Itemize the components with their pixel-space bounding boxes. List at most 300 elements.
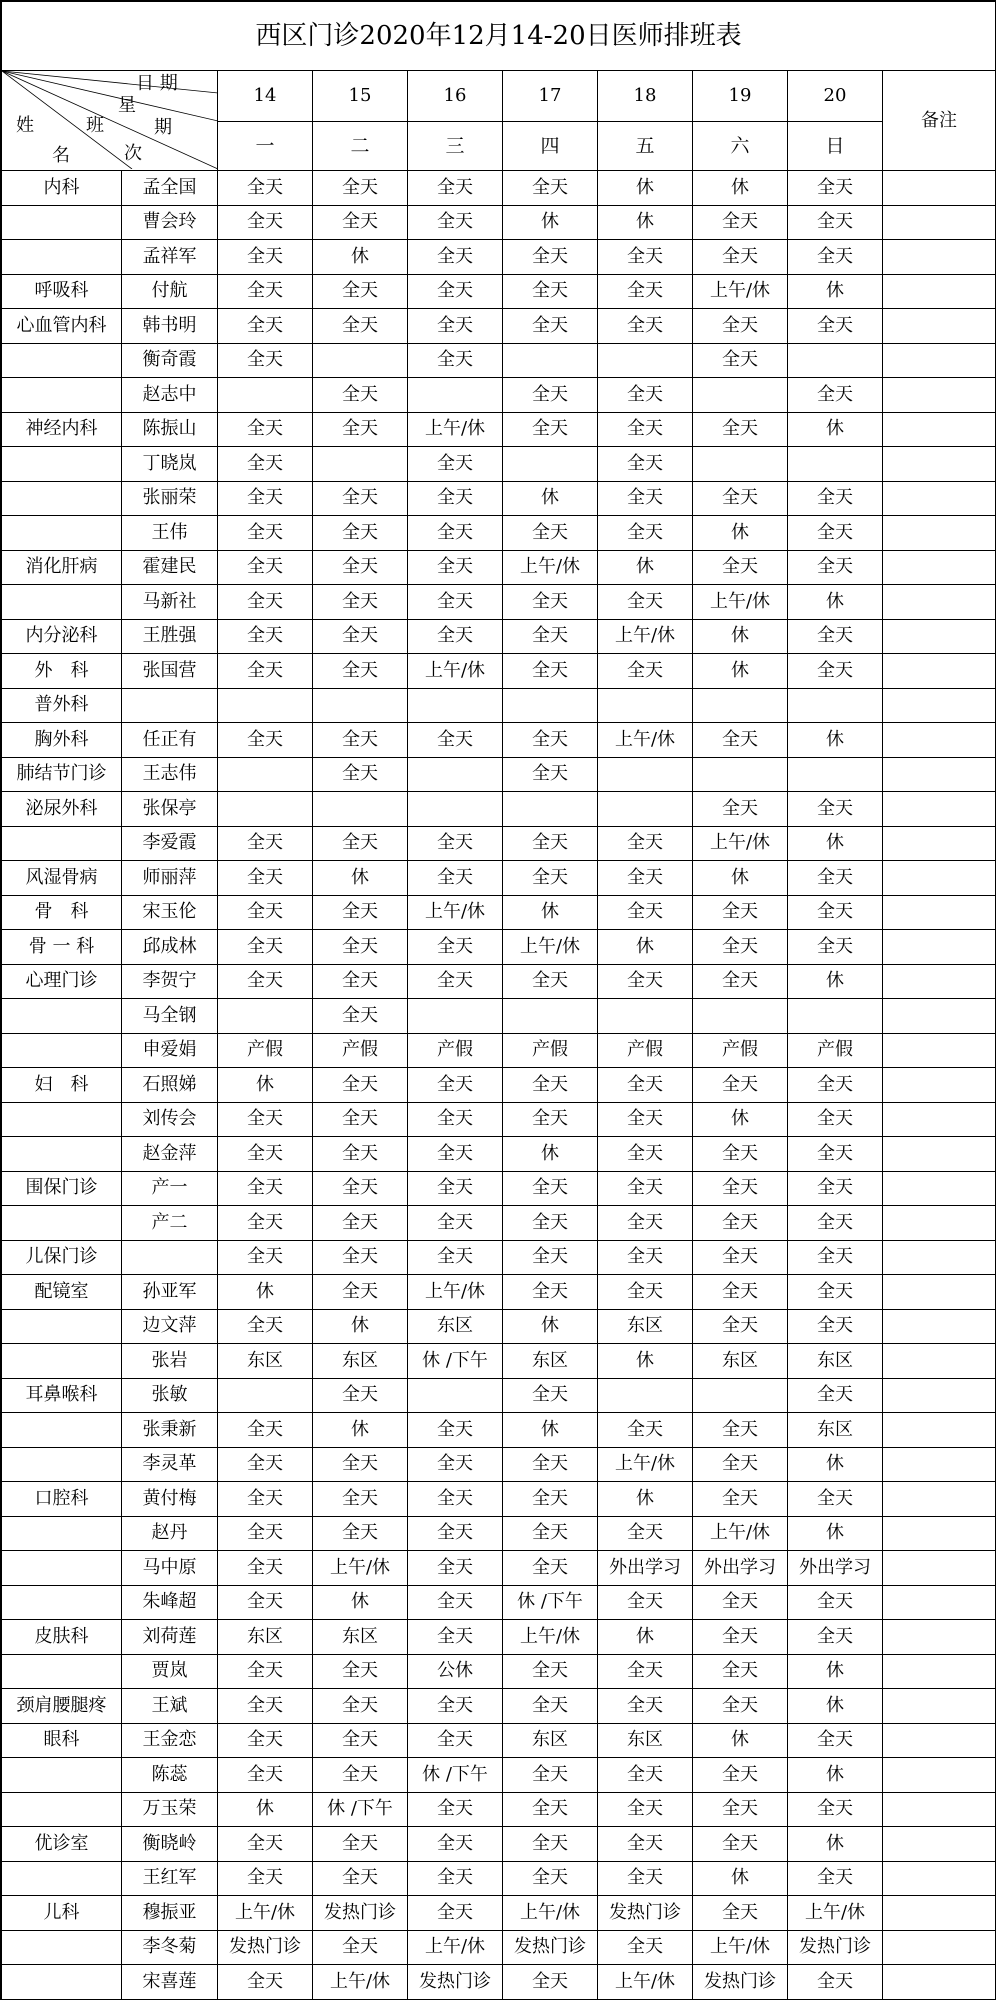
shift-cell: 全天	[408, 481, 503, 516]
shift-cell: 全天	[503, 1171, 598, 1206]
shift-cell: 全天	[503, 654, 598, 689]
table-row	[2, 240, 996, 275]
table-row	[2, 171, 996, 206]
doctor-name-cell	[122, 1240, 218, 1275]
shift-cell	[598, 1378, 693, 1413]
shift-cell: 全天	[598, 516, 693, 551]
shift-cell: 全天	[313, 1723, 408, 1758]
weekday-header: 日	[788, 122, 883, 171]
shift-cell: 休	[313, 1309, 408, 1344]
shift-cell: 东区	[218, 1620, 313, 1655]
remark-cell	[883, 1861, 996, 1896]
table-row	[2, 1102, 996, 1137]
shift-cell: 外出学习	[788, 1551, 883, 1586]
shift-cell: 全天	[598, 1240, 693, 1275]
table-row	[2, 343, 996, 378]
shift-cell: 全天	[598, 1861, 693, 1896]
table-row	[2, 1068, 996, 1103]
shift-cell	[218, 688, 313, 723]
corner-name-label-a: 姓	[16, 115, 34, 136]
shift-cell: 全天	[218, 1102, 313, 1137]
shift-cell: 全天	[503, 171, 598, 206]
shift-cell: 全天	[598, 378, 693, 413]
department-cell	[2, 1654, 122, 1689]
shift-cell: 全天	[218, 1689, 313, 1724]
shift-cell: 全天	[503, 1482, 598, 1517]
shift-cell: 全天	[788, 1240, 883, 1275]
shift-cell: 全天	[313, 1171, 408, 1206]
table-row	[2, 1827, 996, 1862]
shift-cell: 上午/休	[598, 619, 693, 654]
remark-cell	[883, 240, 996, 275]
department-cell: 外 科	[2, 654, 122, 689]
shift-cell: 全天	[503, 1551, 598, 1586]
shift-cell: 休	[598, 930, 693, 965]
shift-cell: 全天	[408, 1482, 503, 1517]
table-row	[2, 412, 996, 447]
schedule-table	[1, 1, 996, 2000]
department-cell: 内分泌科	[2, 619, 122, 654]
shift-cell: 全天	[408, 240, 503, 275]
remark-cell	[883, 1344, 996, 1379]
shift-cell: 休	[503, 895, 598, 930]
shift-cell: 全天	[218, 964, 313, 999]
shift-cell: 全天	[218, 1827, 313, 1862]
shift-cell: 全天	[218, 309, 313, 344]
remark-cell	[883, 723, 996, 758]
shift-cell: 休	[503, 205, 598, 240]
table-row	[2, 1275, 996, 1310]
doctor-name-cell: 李灵革	[122, 1447, 218, 1482]
shift-cell: 全天	[693, 1896, 788, 1931]
table-row	[2, 1516, 996, 1551]
shift-cell: 休	[218, 1068, 313, 1103]
shift-cell: 全天	[408, 585, 503, 620]
doctor-name-cell: 丁晓岚	[122, 447, 218, 482]
remark-cell	[883, 1137, 996, 1172]
table-row	[2, 1344, 996, 1379]
shift-cell: 全天	[503, 240, 598, 275]
shift-cell: 全天	[693, 895, 788, 930]
shift-cell: 全天	[693, 1206, 788, 1241]
shift-cell: 全天	[218, 1758, 313, 1793]
schedule-rows	[2, 171, 996, 2000]
table-row	[2, 1033, 996, 1068]
table-row	[2, 1965, 996, 2000]
shift-cell: 全天	[218, 1516, 313, 1551]
shift-cell: 全天	[693, 930, 788, 965]
shift-cell: 上午/休	[693, 274, 788, 309]
shift-cell	[788, 757, 883, 792]
shift-cell: 东区	[693, 1344, 788, 1379]
department-cell	[2, 378, 122, 413]
table-row	[2, 654, 996, 689]
shift-cell: 全天	[408, 826, 503, 861]
shift-cell: 休	[693, 171, 788, 206]
shift-cell: 全天	[693, 1413, 788, 1448]
remark-cell	[883, 171, 996, 206]
table-row	[2, 1378, 996, 1413]
shift-cell: 全天	[313, 171, 408, 206]
department-cell	[2, 1102, 122, 1137]
shift-cell: 全天	[408, 1689, 503, 1724]
shift-cell: 全天	[408, 1516, 503, 1551]
doctor-name-cell: 刘荷莲	[122, 1620, 218, 1655]
shift-cell: 休	[693, 516, 788, 551]
shift-cell: 全天	[598, 585, 693, 620]
remark-header: 备注	[883, 71, 996, 171]
shift-cell: 全天	[788, 895, 883, 930]
shift-cell: 上午/休	[693, 826, 788, 861]
department-cell: 普外科	[2, 688, 122, 723]
shift-cell	[313, 688, 408, 723]
doctor-name-cell: 张丽荣	[122, 481, 218, 516]
table-row	[2, 1206, 996, 1241]
shift-cell: 全天	[313, 550, 408, 585]
shift-cell: 全天	[693, 412, 788, 447]
shift-cell: 全天	[313, 378, 408, 413]
shift-cell: 全天	[598, 1413, 693, 1448]
shift-cell: 上午/休	[408, 654, 503, 689]
shift-cell: 休	[218, 1275, 313, 1310]
shift-cell: 休	[598, 1620, 693, 1655]
shift-cell: 全天	[693, 1137, 788, 1172]
shift-cell: 产假	[313, 1033, 408, 1068]
shift-cell: 全天	[598, 274, 693, 309]
shift-cell: 全天	[408, 1137, 503, 1172]
table-row	[2, 1758, 996, 1793]
remark-cell	[883, 585, 996, 620]
shift-cell: 全天	[408, 1102, 503, 1137]
shift-cell: 休	[788, 585, 883, 620]
shift-cell: 全天	[788, 550, 883, 585]
shift-cell: 全天	[313, 895, 408, 930]
remark-cell	[883, 1309, 996, 1344]
shift-cell: 公休	[408, 1654, 503, 1689]
doctor-name-cell: 申爱娟	[122, 1033, 218, 1068]
shift-cell: 全天	[218, 654, 313, 689]
table-row	[2, 447, 996, 482]
shift-cell: 休	[788, 1654, 883, 1689]
remark-cell	[883, 688, 996, 723]
department-cell: 内科	[2, 171, 122, 206]
shift-cell: 东区	[313, 1620, 408, 1655]
table-row	[2, 1413, 996, 1448]
department-cell	[2, 516, 122, 551]
shift-cell: 全天	[313, 1861, 408, 1896]
table-row	[2, 619, 996, 654]
shift-cell: 全天	[503, 1861, 598, 1896]
shift-cell: 全天	[503, 1240, 598, 1275]
shift-cell: 全天	[313, 930, 408, 965]
shift-cell	[503, 447, 598, 482]
doctor-name-cell: 王胜强	[122, 619, 218, 654]
shift-cell: 全天	[408, 861, 503, 896]
shift-cell: 休	[598, 1344, 693, 1379]
remark-cell	[883, 895, 996, 930]
shift-cell: 全天	[788, 619, 883, 654]
shift-cell: 全天	[693, 723, 788, 758]
table-row	[2, 688, 996, 723]
shift-cell: 全天	[313, 1137, 408, 1172]
shift-cell: 全天	[693, 205, 788, 240]
doctor-name-cell: 霍建民	[122, 550, 218, 585]
shift-cell: 全天	[218, 205, 313, 240]
table-row	[2, 999, 996, 1034]
shift-cell: 全天	[788, 1585, 883, 1620]
shift-cell: 全天	[218, 585, 313, 620]
shift-cell: 上午/休	[503, 1896, 598, 1931]
shift-cell: 全天	[313, 964, 408, 999]
shift-cell: 全天	[313, 826, 408, 861]
shift-cell: 休 /下午	[408, 1758, 503, 1793]
remark-cell	[883, 274, 996, 309]
shift-cell	[218, 757, 313, 792]
shift-cell: 上午/休	[788, 1896, 883, 1931]
shift-cell: 全天	[693, 1171, 788, 1206]
shift-cell: 全天	[503, 1068, 598, 1103]
shift-cell: 全天	[218, 1585, 313, 1620]
shift-cell	[408, 378, 503, 413]
shift-cell: 休	[313, 861, 408, 896]
department-cell: 儿保门诊	[2, 1240, 122, 1275]
shift-cell: 全天	[788, 240, 883, 275]
shift-cell: 全天	[503, 826, 598, 861]
corner-shift-label-b: 次	[124, 143, 142, 164]
corner-period-label: 期	[154, 117, 172, 138]
shift-cell	[408, 999, 503, 1034]
department-cell	[2, 481, 122, 516]
department-cell	[2, 1792, 122, 1827]
shift-cell	[408, 792, 503, 827]
shift-cell: 全天	[313, 1378, 408, 1413]
shift-cell: 上午/休	[313, 1965, 408, 2000]
shift-cell	[788, 999, 883, 1034]
doctor-name-cell: 孟祥军	[122, 240, 218, 275]
doctor-name-cell: 王志伟	[122, 757, 218, 792]
weekday-header: 三	[408, 122, 503, 171]
doctor-name-cell: 马全钢	[122, 999, 218, 1034]
shift-cell	[693, 1378, 788, 1413]
date-header: 16	[408, 71, 503, 122]
shift-cell	[408, 1378, 503, 1413]
remark-cell	[883, 1275, 996, 1310]
doctor-name-cell: 衡奇霞	[122, 343, 218, 378]
shift-cell: 全天	[503, 1792, 598, 1827]
table-row	[2, 1689, 996, 1724]
remark-cell	[883, 1585, 996, 1620]
table-row	[2, 861, 996, 896]
table-row	[2, 1482, 996, 1517]
shift-cell	[598, 343, 693, 378]
table-row	[2, 1654, 996, 1689]
department-cell	[2, 447, 122, 482]
remark-cell	[883, 481, 996, 516]
shift-cell	[503, 792, 598, 827]
remark-cell	[883, 1551, 996, 1586]
shift-cell: 全天	[313, 274, 408, 309]
shift-cell: 全天	[693, 1275, 788, 1310]
shift-cell: 休	[693, 654, 788, 689]
corner-name-label-b: 名	[52, 145, 70, 166]
shift-cell: 发热门诊	[218, 1930, 313, 1965]
remark-cell	[883, 861, 996, 896]
shift-cell: 休 /下午	[408, 1344, 503, 1379]
shift-cell: 东区	[313, 1344, 408, 1379]
shift-cell	[788, 447, 883, 482]
date-header: 18	[598, 71, 693, 122]
shift-cell	[693, 999, 788, 1034]
department-cell	[2, 1516, 122, 1551]
shift-cell: 全天	[503, 1206, 598, 1241]
shift-cell: 全天	[788, 205, 883, 240]
shift-cell: 上午/休	[503, 550, 598, 585]
date-header: 20	[788, 71, 883, 122]
shift-cell: 全天	[218, 1206, 313, 1241]
shift-cell: 休	[788, 1827, 883, 1862]
shift-cell: 全天	[408, 1447, 503, 1482]
shift-cell: 全天	[693, 1068, 788, 1103]
shift-cell: 全天	[313, 412, 408, 447]
shift-cell: 全天	[788, 1102, 883, 1137]
shift-cell: 全天	[313, 1275, 408, 1310]
shift-cell: 全天	[598, 481, 693, 516]
shift-cell: 全天	[788, 516, 883, 551]
remark-cell	[883, 343, 996, 378]
shift-cell	[313, 447, 408, 482]
shift-cell: 休	[788, 412, 883, 447]
doctor-name-cell: 韩书明	[122, 309, 218, 344]
shift-cell: 休	[788, 1516, 883, 1551]
weekday-header: 五	[598, 122, 693, 171]
table-row	[2, 1896, 996, 1931]
doctor-name-cell: 产二	[122, 1206, 218, 1241]
shift-cell: 休	[788, 723, 883, 758]
shift-cell: 发热门诊	[313, 1896, 408, 1931]
shift-cell: 上午/休	[503, 1620, 598, 1655]
department-cell: 眼科	[2, 1723, 122, 1758]
table-row	[2, 792, 996, 827]
remark-cell	[883, 757, 996, 792]
shift-cell: 全天	[218, 1171, 313, 1206]
remark-cell	[883, 1792, 996, 1827]
doctor-name-cell: 张国营	[122, 654, 218, 689]
remark-cell	[883, 930, 996, 965]
shift-cell: 上午/休	[408, 895, 503, 930]
shift-cell: 全天	[788, 1378, 883, 1413]
table-row	[2, 1792, 996, 1827]
doctor-name-cell: 万玉荣	[122, 1792, 218, 1827]
shift-cell: 全天	[313, 1654, 408, 1689]
shift-cell: 全天	[693, 550, 788, 585]
shift-cell: 全天	[503, 1102, 598, 1137]
shift-cell: 全天	[218, 171, 313, 206]
shift-cell: 全天	[218, 240, 313, 275]
shift-cell: 全天	[503, 619, 598, 654]
department-cell	[2, 1758, 122, 1793]
table-row	[2, 516, 996, 551]
doctor-name-cell: 边文萍	[122, 1309, 218, 1344]
department-cell: 皮肤科	[2, 1620, 122, 1655]
shift-cell	[218, 792, 313, 827]
shift-cell: 休	[598, 171, 693, 206]
remark-cell	[883, 205, 996, 240]
department-cell: 耳鼻喉科	[2, 1378, 122, 1413]
remark-cell	[883, 516, 996, 551]
department-cell: 围保门诊	[2, 1171, 122, 1206]
shift-cell: 产假	[693, 1033, 788, 1068]
shift-cell: 全天	[788, 1723, 883, 1758]
shift-cell: 发热门诊	[788, 1930, 883, 1965]
department-cell	[2, 1447, 122, 1482]
shift-cell: 全天	[598, 1171, 693, 1206]
shift-cell: 全天	[503, 1654, 598, 1689]
doctor-name-cell: 师丽萍	[122, 861, 218, 896]
shift-cell: 上午/休	[218, 1896, 313, 1931]
remark-cell	[883, 412, 996, 447]
shift-cell: 上午/休	[693, 1930, 788, 1965]
shift-cell: 休	[693, 619, 788, 654]
shift-cell: 全天	[408, 723, 503, 758]
shift-cell: 休	[503, 481, 598, 516]
shift-cell: 上午/休	[408, 1930, 503, 1965]
table-row	[2, 1551, 996, 1586]
doctor-name-cell: 宋喜莲	[122, 1965, 218, 2000]
shift-cell	[503, 343, 598, 378]
department-cell	[2, 585, 122, 620]
shift-cell: 休	[693, 1861, 788, 1896]
remark-cell	[883, 1171, 996, 1206]
shift-cell: 全天	[503, 1965, 598, 2000]
doctor-name-cell: 赵丹	[122, 1516, 218, 1551]
shift-cell: 全天	[408, 930, 503, 965]
shift-cell: 全天	[313, 757, 408, 792]
department-cell	[2, 1413, 122, 1448]
shift-cell: 全天	[218, 723, 313, 758]
table-row	[2, 1240, 996, 1275]
shift-cell: 全天	[408, 343, 503, 378]
shift-cell	[598, 757, 693, 792]
shift-cell: 休	[788, 964, 883, 999]
weekday-header: 一	[218, 122, 313, 171]
shift-cell: 全天	[503, 964, 598, 999]
shift-cell: 全天	[408, 1620, 503, 1655]
shift-cell	[693, 688, 788, 723]
table-row	[2, 1723, 996, 1758]
table-row	[2, 550, 996, 585]
department-cell	[2, 1344, 122, 1379]
shift-cell: 全天	[598, 1930, 693, 1965]
department-cell	[2, 1930, 122, 1965]
shift-cell: 全天	[313, 723, 408, 758]
shift-cell: 全天	[408, 1896, 503, 1931]
shift-cell: 全天	[503, 274, 598, 309]
shift-cell: 全天	[313, 619, 408, 654]
shift-cell: 全天	[218, 1447, 313, 1482]
shift-cell: 全天	[408, 1068, 503, 1103]
shift-cell: 全天	[408, 1723, 503, 1758]
shift-cell: 全天	[218, 861, 313, 896]
table-row	[2, 930, 996, 965]
shift-cell: 全天	[503, 516, 598, 551]
doctor-name-cell: 赵志中	[122, 378, 218, 413]
shift-cell: 全天	[408, 1413, 503, 1448]
remark-cell	[883, 1654, 996, 1689]
shift-cell: 全天	[218, 274, 313, 309]
shift-cell: 全天	[693, 964, 788, 999]
remark-cell	[883, 1482, 996, 1517]
doctor-name-cell: 孟全国	[122, 171, 218, 206]
